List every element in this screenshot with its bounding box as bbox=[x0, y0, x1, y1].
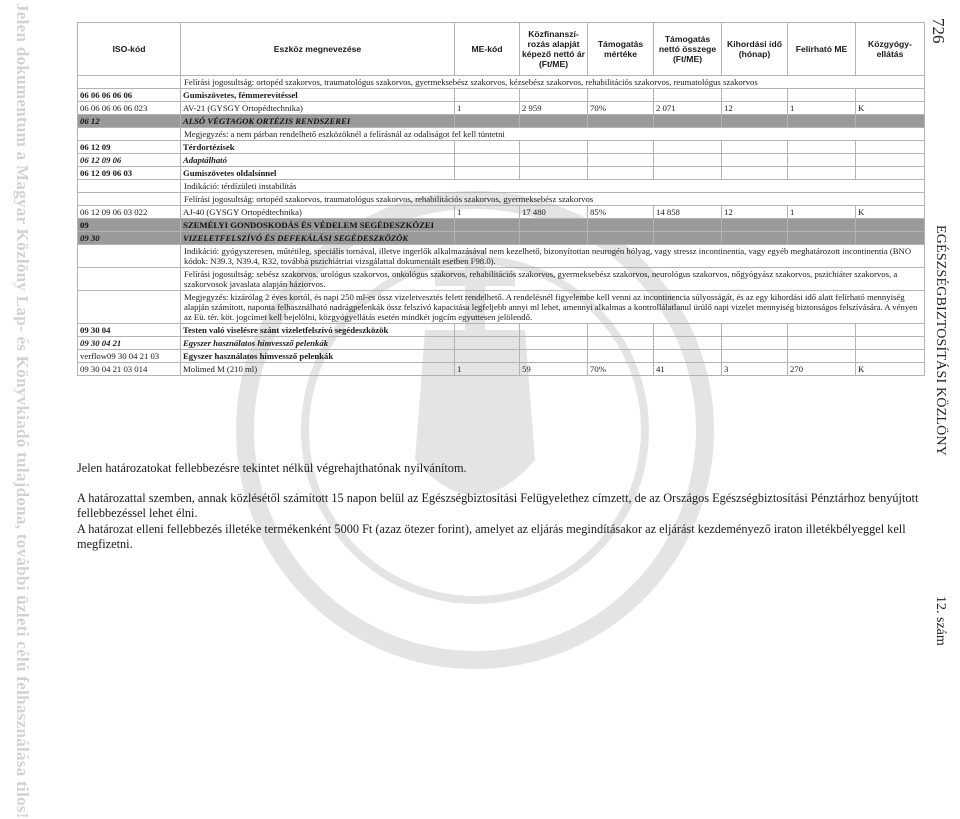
device-name: Egyszer használatos hímvessző pelenkák bbox=[181, 337, 455, 350]
table-cell bbox=[654, 232, 722, 245]
table-row bbox=[78, 268, 925, 291]
prescribable-qty: 1 bbox=[788, 102, 856, 115]
net-price: 2 959 bbox=[520, 102, 588, 115]
table-cell bbox=[520, 232, 588, 245]
table-cell bbox=[654, 337, 722, 350]
table-cell bbox=[654, 115, 722, 128]
table-cell bbox=[588, 337, 654, 350]
iso-code: verflow09 30 04 21 03 bbox=[78, 350, 181, 363]
table-cell bbox=[654, 154, 722, 167]
journal-title: EGÉSZSÉGBIZTOSÍTÁSI KÖZLÖNY bbox=[933, 225, 948, 457]
prescribable-qty: 270 bbox=[788, 363, 856, 376]
table-cell bbox=[78, 245, 181, 268]
table-cell bbox=[856, 89, 925, 102]
table-cell bbox=[654, 141, 722, 154]
table-cell bbox=[588, 232, 654, 245]
table-row bbox=[78, 141, 925, 154]
iso-code: 09 30 04 21 03 014 bbox=[78, 363, 181, 376]
col-percent-header: Támogatás mértéke bbox=[588, 23, 654, 76]
device-name: Térdortézisek bbox=[181, 141, 455, 154]
table-cell bbox=[722, 167, 788, 180]
table-cell bbox=[78, 76, 181, 89]
device-name: Gumiszövetes oldalsínnel bbox=[181, 167, 455, 180]
iso-code: 06 06 06 06 06 023 bbox=[78, 102, 181, 115]
note-text: Megjegyzés: kizárólag 2 éves kortól, és napi 250 ml-es össz vizeletvesztés felett rendelhető. A rendelésnél figyelembe kell venni az incontinencia súlyosságát, és az egy kihordási idő alatt felírható mennyiség alapján számított, naponta felhasználható nadrágpelenkák össz felszívó kapacitása legfeljebb annyi ml lehet, amennyi alkalmas a kontrollálatlanul ürülő napi vizelet mennyiség biztonságos felszívására. A vényen az Eü. tér. köt. jogcímet kell bejelölni, közgyógyellátás esetén mindkét jogcím egyuttesen jelölendő. bbox=[181, 291, 925, 324]
iso-code: 06 06 06 06 06 bbox=[78, 89, 181, 102]
device-name: SZEMÉLYI GONDOSKODÁS ÉS VÉDELEM SEGÉDESZKÖZEI bbox=[181, 219, 455, 232]
table-row bbox=[78, 291, 925, 324]
table-cell bbox=[788, 350, 856, 363]
support-percent: 70% bbox=[588, 363, 654, 376]
table-cell bbox=[722, 89, 788, 102]
col-months-header: Kihordási idő (hónap) bbox=[722, 23, 788, 76]
table-row bbox=[78, 128, 925, 141]
table-cell bbox=[722, 141, 788, 154]
page-sidebar bbox=[926, 0, 952, 690]
table-cell bbox=[788, 154, 856, 167]
table-row bbox=[78, 89, 925, 102]
kozgyogy-flag: K bbox=[856, 102, 925, 115]
table-cell bbox=[455, 89, 520, 102]
page-number: 726 bbox=[929, 18, 948, 44]
table-cell bbox=[455, 154, 520, 167]
table-cell bbox=[788, 167, 856, 180]
table-cell bbox=[520, 141, 588, 154]
col-iso-header: ISO-kód bbox=[78, 23, 181, 76]
table-cell bbox=[856, 154, 925, 167]
iso-code: 06 12 09 bbox=[78, 141, 181, 154]
wear-months: 12 bbox=[722, 102, 788, 115]
table-cell bbox=[654, 219, 722, 232]
table-cell bbox=[856, 232, 925, 245]
table-cell bbox=[654, 324, 722, 337]
support-percent: 70% bbox=[588, 102, 654, 115]
device-name: ALSÓ VÉGTAGOK ORTÉZIS RENDSZEREI bbox=[181, 115, 455, 128]
device-name: Molimed M (210 ml) bbox=[181, 363, 455, 376]
footer-paragraph-enforceable: Jelen határozatokat fellebbezésre tekintet nélkül végrehajthatónak nyilvánítom. bbox=[77, 461, 467, 475]
net-price: 59 bbox=[520, 363, 588, 376]
note-text: Felírási jogosultság: ortopéd szakorvos, traumatológus szakorvos, rehabilitációs szakorvos, gyermeksebész szakorvos bbox=[181, 193, 925, 206]
support-amount: 2 071 bbox=[654, 102, 722, 115]
table-cell bbox=[856, 350, 925, 363]
table-cell bbox=[722, 324, 788, 337]
note-text: Indikáció: gyógyszeresen, műtétileg, speciális tornával, illetve ingerlők alkalmazásával nem kezelhető, bizonyítottan neurogén hólyag, vagy stressz incontinentia, vagy egyéb meghatározott incontinentia (BNO kódok: N39.3, N39.4, R32, továbbá pszichiátriai vizsgálattal dokumentált esetben F98.0). bbox=[181, 245, 925, 268]
table-row bbox=[78, 245, 925, 268]
table-header-row bbox=[78, 23, 925, 76]
table-cell bbox=[722, 219, 788, 232]
table-cell bbox=[455, 141, 520, 154]
col-support-header: Támogatás nettó összege (Ft/ME) bbox=[654, 23, 722, 76]
table-cell bbox=[455, 219, 520, 232]
table-cell bbox=[520, 167, 588, 180]
table-cell bbox=[520, 89, 588, 102]
table-cell bbox=[78, 193, 181, 206]
table-cell bbox=[78, 180, 181, 193]
table-row bbox=[78, 154, 925, 167]
me-code: 1 bbox=[455, 206, 520, 219]
table-row bbox=[78, 167, 925, 180]
table-cell bbox=[588, 324, 654, 337]
table-cell bbox=[520, 219, 588, 232]
device-name: Testen való viselésre szánt vizeletfelszívó segédeszközök bbox=[181, 324, 455, 337]
table-cell bbox=[722, 337, 788, 350]
table-cell bbox=[722, 154, 788, 167]
net-price: 17 480 bbox=[520, 206, 588, 219]
iso-code: 09 bbox=[78, 219, 181, 232]
kozgyogy-flag: K bbox=[856, 363, 925, 376]
table-cell bbox=[455, 337, 520, 350]
device-table bbox=[77, 22, 925, 376]
table-cell bbox=[856, 219, 925, 232]
table-cell bbox=[788, 89, 856, 102]
col-name-header: Eszköz megnevezése bbox=[181, 23, 455, 76]
table-row bbox=[78, 337, 925, 350]
table-cell bbox=[722, 115, 788, 128]
table-cell bbox=[520, 350, 588, 363]
iso-code: 09 30 bbox=[78, 232, 181, 245]
iso-code: 09 30 04 21 bbox=[78, 337, 181, 350]
iso-code: 06 12 09 06 bbox=[78, 154, 181, 167]
iso-code: 09 30 04 bbox=[78, 324, 181, 337]
footer-paragraph-fee: A határozat elleni fellebbezés illetéke termékenként 5000 Ft (azaz ötezer forint), amelyet az eljárás megindításakor az eljárást kezdeményező iraton illetékbélyeggel kell megfizetni. bbox=[77, 522, 906, 551]
table-cell bbox=[78, 291, 181, 324]
table-cell bbox=[654, 167, 722, 180]
device-name: Adaptálható bbox=[181, 154, 455, 167]
table-row bbox=[78, 219, 925, 232]
device-name: Egyszer használatos hímvessző pelenkák bbox=[181, 350, 455, 363]
wear-months: 12 bbox=[722, 206, 788, 219]
device-name: VIZELETFELSZÍVÓ ÉS DEFEKÁLÁSI SEGÉDESZKÖZÖK bbox=[181, 232, 455, 245]
table-row bbox=[78, 115, 925, 128]
note-text: Felírási jogosultság: sebész szakorvos, urológus szakorvos, onkológus szakorvos, rehabilitációs szakorvos, gyermeksebész szakorvos, neurológus szakorvos, nőgyógyász szakorvos, pszichiáter szakorvos, a szakorvosok javaslata alapján háziorvos. bbox=[181, 268, 925, 291]
table-cell bbox=[588, 154, 654, 167]
me-code: 1 bbox=[455, 102, 520, 115]
table-cell bbox=[722, 350, 788, 363]
table-cell bbox=[856, 337, 925, 350]
table-cell bbox=[856, 167, 925, 180]
table-cell bbox=[588, 167, 654, 180]
table-cell bbox=[588, 115, 654, 128]
col-me-header: ME-kód bbox=[455, 23, 520, 76]
col-qty-header: Felírható ME bbox=[788, 23, 856, 76]
table-cell bbox=[722, 232, 788, 245]
table-row bbox=[78, 193, 925, 206]
table-cell bbox=[588, 350, 654, 363]
support-amount: 41 bbox=[654, 363, 722, 376]
table-cell bbox=[455, 350, 520, 363]
issue-number: 12. szám bbox=[933, 596, 948, 646]
table-row bbox=[78, 350, 925, 363]
note-text: Felírási jogosultság: ortopéd szakorvos, traumatológus szakorvos, gyermeksebész szakorvos, kézsebész szakorvos, rehabilitációs szakorvos, reumatológus szakorvos bbox=[181, 76, 925, 89]
table-cell bbox=[788, 219, 856, 232]
table-row bbox=[78, 324, 925, 337]
table-cell bbox=[455, 324, 520, 337]
support-amount: 14 858 bbox=[654, 206, 722, 219]
table-row bbox=[78, 102, 925, 115]
table-cell bbox=[78, 268, 181, 291]
table-row bbox=[78, 232, 925, 245]
support-percent: 85% bbox=[588, 206, 654, 219]
table-cell bbox=[856, 115, 925, 128]
table-cell bbox=[588, 141, 654, 154]
table-cell bbox=[788, 115, 856, 128]
table-cell bbox=[78, 128, 181, 141]
table-cell bbox=[788, 141, 856, 154]
table-cell bbox=[588, 89, 654, 102]
table-cell bbox=[788, 337, 856, 350]
table-cell bbox=[788, 232, 856, 245]
table-cell bbox=[520, 337, 588, 350]
table-cell bbox=[654, 89, 722, 102]
footer-paragraph-appeal: A határozattal szemben, annak közlésétől számított 15 napon belül az Egészségbiztosítási Felügyelethez címzett, de az Országos Egészségbiztosítási Pénztárhoz benyújtott fellebbezéssel lehet élni. bbox=[77, 491, 919, 520]
table-cell bbox=[520, 115, 588, 128]
table-cell bbox=[856, 324, 925, 337]
side-watermark-text: Jelen dokumentum a Magyar Közlöny Lap- és Könyvkiadó tulajdona, további üzleti célú felhasználása tilos! bbox=[13, 3, 32, 819]
prescribable-qty: 1 bbox=[788, 206, 856, 219]
kozgyogy-flag: K bbox=[856, 206, 925, 219]
table-row bbox=[78, 180, 925, 193]
table-cell bbox=[654, 350, 722, 363]
note-text: Indikáció: térdízületi instabilitás bbox=[181, 180, 925, 193]
table-cell bbox=[856, 141, 925, 154]
iso-code: 06 12 09 06 03 bbox=[78, 167, 181, 180]
table-cell bbox=[588, 219, 654, 232]
col-price-header: Közfinanszí-rozás alapját képező nettó ár (Ft/ME) bbox=[520, 23, 588, 76]
col-kozgyogy-header: Közgyógy-ellátás bbox=[856, 23, 925, 76]
table-row bbox=[78, 76, 925, 89]
device-name: Gumiszövetes, fémmerevítéssel bbox=[181, 89, 455, 102]
table-cell bbox=[520, 324, 588, 337]
wear-months: 3 bbox=[722, 363, 788, 376]
iso-code: 06 12 09 06 03 022 bbox=[78, 206, 181, 219]
device-name: AV-21 (GYSGY Ortopédtechnika) bbox=[181, 102, 455, 115]
me-code: 1 bbox=[455, 363, 520, 376]
table-row bbox=[78, 206, 925, 219]
device-name: AJ-40 (GYSGY Ortopédtechnika) bbox=[181, 206, 455, 219]
table-cell bbox=[520, 154, 588, 167]
note-text: Megjegyzés: a nem párban rendelhető eszközöknél a felírásnál az odaliságot fel kell tüntetni bbox=[181, 128, 925, 141]
table-cell bbox=[455, 115, 520, 128]
iso-code: 06 12 bbox=[78, 115, 181, 128]
table-cell bbox=[455, 167, 520, 180]
table-cell bbox=[788, 324, 856, 337]
table-cell bbox=[455, 232, 520, 245]
table-row bbox=[78, 363, 925, 376]
